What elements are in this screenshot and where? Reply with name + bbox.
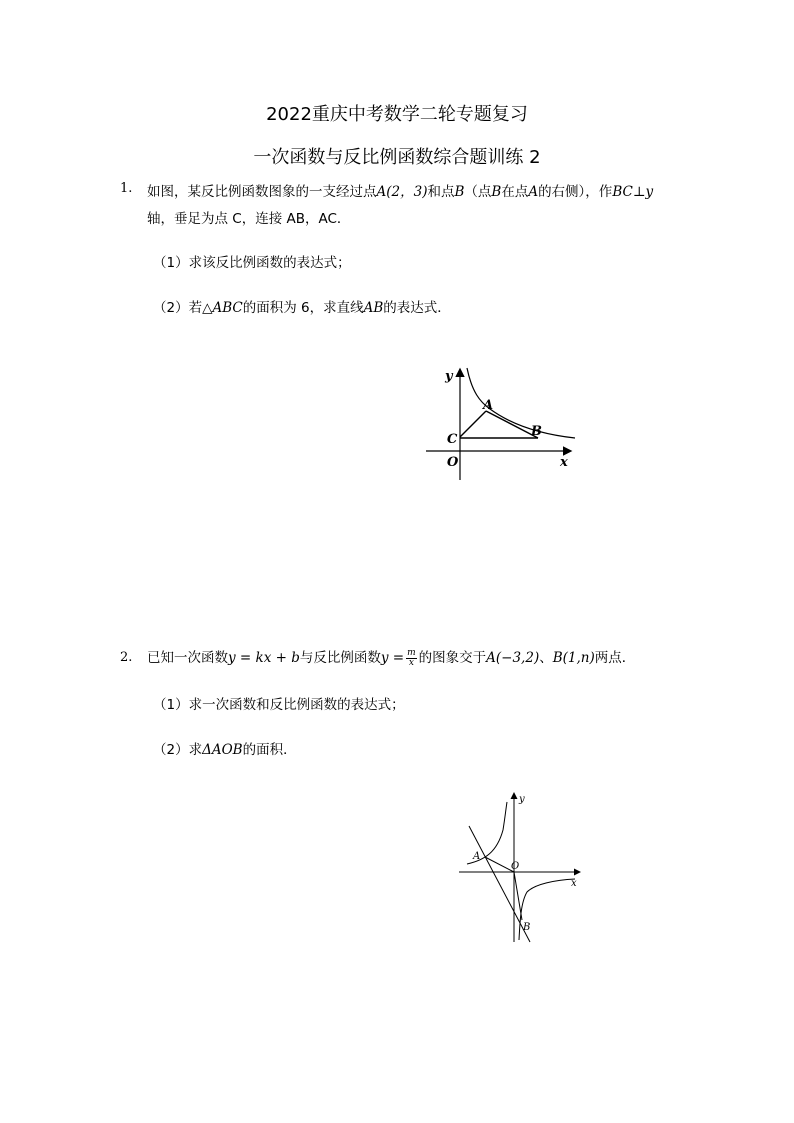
q1-label-a: A (483, 398, 494, 413)
q1-part2-a: （2）若 (153, 300, 203, 316)
q2-line-1 (147, 646, 635, 668)
q1-perp: BC⊥y (612, 184, 654, 200)
q1-text-c: （点 (464, 184, 492, 200)
q2-fraction-num: m (407, 647, 416, 658)
q1-part-2 (153, 296, 451, 316)
q2-text-c: 的图象交于 (418, 650, 487, 666)
q2-text-b: 与反比例函数 (299, 650, 381, 666)
q1-part2-b: 的面积为 6，求直线 (242, 300, 364, 316)
q1-text-a: 如图，某反比例函数图象的一支经过点 (147, 184, 377, 200)
q1-label-x: x (560, 455, 568, 470)
q2-part2-triangle: ΔAOB (202, 742, 243, 758)
q1-part-1: （1）求该反比例函数的表达式； (153, 255, 351, 271)
q1-segment-ca (460, 411, 486, 437)
q2-label-y: y (519, 794, 525, 805)
q2-eq-1: y = kx + b (228, 650, 300, 666)
q2-label-a: A (473, 851, 481, 862)
q2-line-ab (469, 826, 530, 942)
q2-sep: 、 (539, 650, 553, 666)
q1-point-a2: A (528, 184, 539, 200)
q1-figure (420, 360, 590, 485)
q2-part2-b: 的面积． (242, 742, 297, 758)
q1-label-b: B (531, 424, 542, 439)
title-line-2: 一次函数与反比例函数综合题训练 2 (253, 147, 541, 168)
q2-part2-a: （2）求 (153, 742, 203, 758)
q1-label-c: C (447, 432, 458, 447)
q1-text-e: 的右侧），作 (538, 184, 613, 200)
q1-text-b: 和点 (427, 184, 455, 200)
q2-text-d: 两点． (594, 650, 636, 666)
q2-figure (455, 790, 585, 950)
q2-part-2 (153, 738, 297, 758)
q1-part2-c: 的表达式． (383, 300, 451, 316)
q1-part2-ab: AB (363, 300, 384, 316)
q1-part2-triangle: △ABC (202, 300, 243, 316)
q2-label-o: O (511, 861, 520, 872)
q1-text-d: 在点 (501, 184, 529, 200)
q2-fraction (406, 649, 417, 668)
q2-point-b: B(1,n) (552, 650, 595, 666)
q1-line-1 (147, 180, 653, 200)
q1-label-y: y (445, 369, 453, 384)
q2-label-x: x (571, 878, 577, 889)
q2-point-a: A(−3,2) (486, 650, 540, 666)
q1-line-2: 轴，垂足为点 C，连接 AB，AC． (147, 211, 351, 227)
q1-point-a: A(2，3) (376, 184, 428, 200)
q2-text-a: 已知一次函数 (147, 650, 228, 666)
q2-eq-2-lhs: y = (380, 650, 405, 666)
q2-number: 2. (120, 650, 133, 665)
q2-label-b: B (523, 922, 531, 933)
q1-label-o: O (447, 455, 459, 470)
q1-point-b2: B (491, 184, 502, 200)
q1-number: 1. (120, 181, 133, 196)
q2-fraction-den: x (408, 657, 414, 668)
title-line-1: 2022重庆中考数学二轮专题复习 (266, 104, 528, 125)
q2-part-1: （1）求一次函数和反比例函数的表达式； (153, 697, 405, 713)
q1-point-b: B (454, 184, 465, 200)
